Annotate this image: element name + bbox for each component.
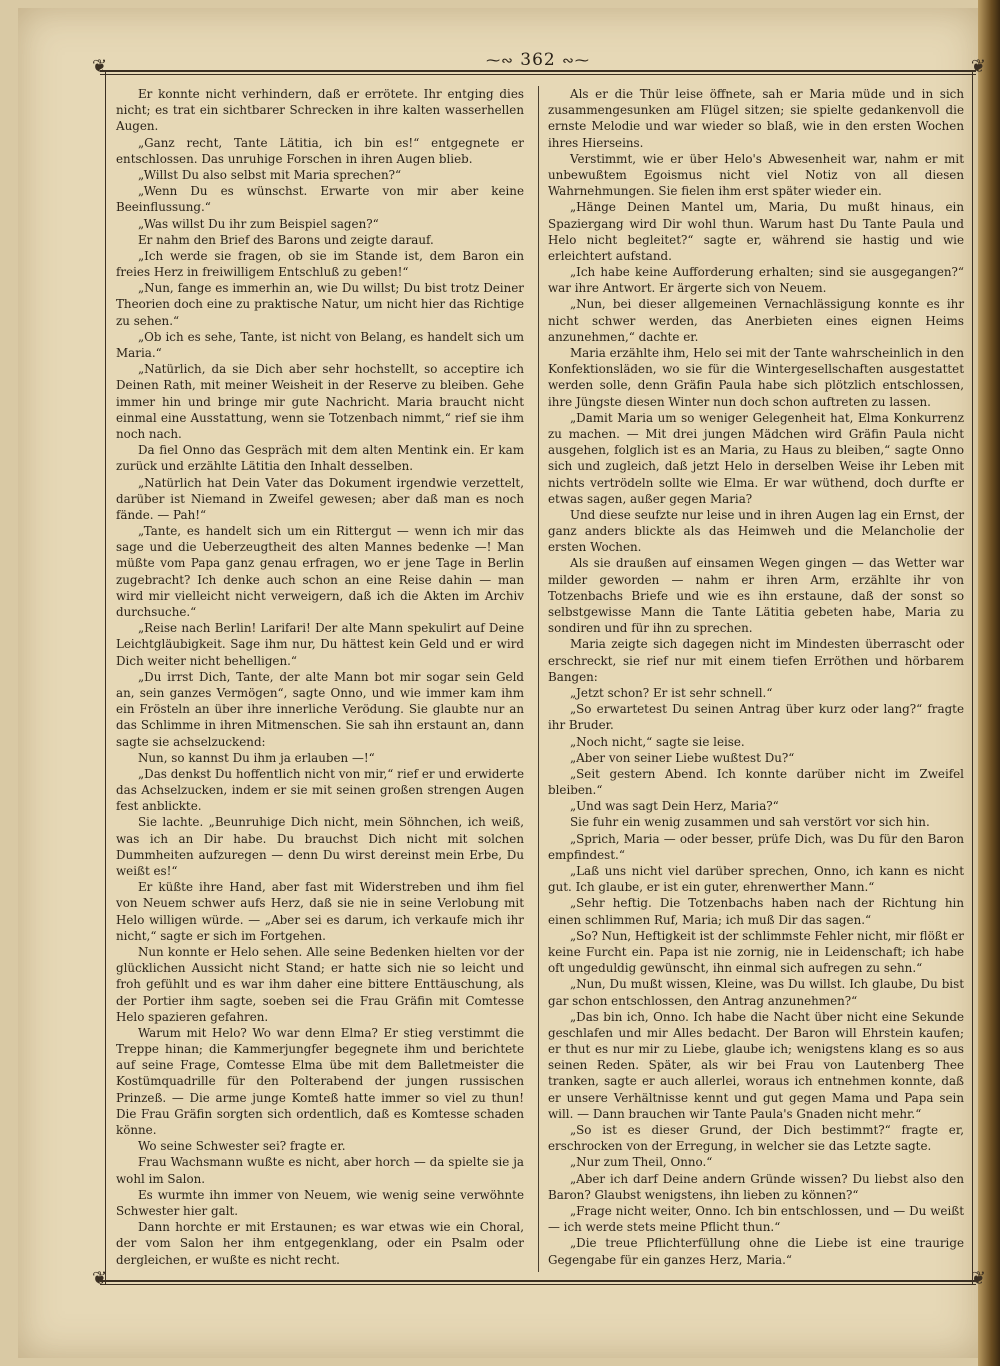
paragraph: „Das denkst Du hoffentlich nicht von mir,“ rief er und erwiderte das Achselzucken, indem er sie mit seinen großen strengen Augen fest anblickte. — [116, 766, 524, 814]
paragraph: „Ich werde sie fragen, ob sie im Stande ist, dem Baron ein freies Herz in freiwilligem Entschluß zu geben!“ — [116, 248, 524, 280]
paragraph: „So ist es dieser Grund, der Dich bestimmt?“ fragte er, erschrocken von der Erregung, in welcher sie das Letzte sagte. — [548, 1123, 964, 1154]
paragraph: Nun, so kannst Du ihm ja erlauben —!“ — [138, 750, 375, 765]
paragraph: „Sprich, Maria — oder besser, prüfe Dich, was Du für den Baron empfindest.“ — [548, 831, 964, 862]
corner-ornament-icon: ❦ — [92, 56, 108, 77]
paragraph: „Ich habe keine Aufforderung erhalten; sind sie ausgegangen?“ war ihre Antwort. Er ärgerte sich von Neuem. — [548, 265, 964, 296]
column-divider — [538, 86, 539, 1272]
paragraph: Und diese seufzte nur leise und in ihren Augen lag ein Ernst, der ganz anders blickte als das Heimweh und die Melancholie der ersten Wochen. — [548, 507, 964, 555]
paragraph: Sie fuhr ein wenig zusammen und sah verstört vor sich hin. — [570, 815, 930, 830]
paragraph: „Und was sagt Dein Herz, Maria?“ — [570, 799, 779, 814]
paragraph: „So? Nun, Heftigkeit ist der schlimmste Fehler nicht, mir flößt er keine Furcht ein. Papa ist nie zornig, nie in Leidenschaft; ich habe oft ungeduldig gewünscht, ihn einmal sich aufregen zu sehn.“ — [548, 928, 964, 976]
paragraph: „Tante, es handelt sich um ein Rittergut — wenn ich mir das sage und die Ueberzeugtheit des alten Mannes bedenke —! Man müßte vom Papa ganz genau erfragen, wo er jene Tage in Berlin zugebracht? Ich denke auch schon an eine Reise dahin — man wird mir vielleicht nicht verweigern, daß ich die Akten im Archiv durchsuche.“ — [116, 524, 524, 619]
left-text-column — [116, 86, 524, 1268]
paragraph: „Natürlich hat Dein Vater das Dokument irgendwie verzettelt, darüber ist Niemand in Zweifel gewesen; aber daß man es noch fände. — Pah!“ — [116, 475, 524, 522]
page-number: 362 — [520, 50, 556, 70]
paragraph: „Frage nicht weiter, Onno. Ich bin entschlossen, und — Du weißt — ich werde stets meine Pflicht thun.“ — [548, 1203, 964, 1235]
paragraph: „Willst Du also selbst mit Maria sprechen?“ — [138, 167, 402, 182]
paragraph: Er küßte ihre Hand, aber fast mit Widerstreben und ihm fiel von Neuem schwer aufs Herz, daß sie nie in seine Verlobung mit Helo willigen würde. — „Aber sei es darum, ich verkaufe mich ihr nicht,“ sagte er sich im Fortgehen. — [116, 880, 524, 943]
paragraph: „Was willst Du ihr zum Beispiel sagen?“ — [138, 216, 379, 231]
paragraph: „Noch nicht,“ sagte sie leise. — [570, 734, 745, 749]
paragraph: „Natürlich, da sie Dich aber sehr hochstellt, so acceptire ich Deinen Rath, mit meiner Weisheit in der Reserve zu bleiben. Gehe immer hin und bringe mir gute Nachricht. Maria braucht nicht einmal eine Ausstattung, wenn sie Totzenbach nimmt,“ rief sie ihm noch nach. — [116, 362, 524, 441]
paragraph: „Nun, bei dieser allgemeinen Vernachlässigung konnte es ihr nicht schwer werden, das Anerbieten eines eignen Heims anzunehmen,“ dachte er. — [548, 297, 964, 344]
corner-ornament-icon: ❦ — [970, 1268, 986, 1289]
corner-ornament-icon: ❦ — [970, 56, 986, 77]
paragraph: „Du irrst Dich, Tante, der alte Mann bot mir sogar sein Geld an, sein ganzes Vermögen“, sagte Onno, und wie immer kam ihm ein Frösteln an über ihre innerliche Verödung. Sie glaubte nur an das Schlimme in ihren Mitmenschen. Sie sah ihn erstaunt an, dann sagte sie achselzuckend: — [116, 669, 524, 749]
paragraph: „Aber von seiner Liebe wußtest Du?“ — [570, 750, 795, 765]
paragraph: „Seit gestern Abend. Ich konnte darüber nicht im Zweifel bleiben.“ — [548, 766, 964, 798]
frame-right-rule — [972, 70, 973, 1284]
paragraph: Sie lachte. „Beunruhige Dich nicht, mein Söhnchen, ich weiß, was ich an Dir habe. Du brauchst Dich nicht mit solchen Dummheiten aufzuregen — denn Du wirst dereinst mein Erbe, Du weißt es!“ — [116, 815, 524, 878]
paragraph: Es wurmte ihn immer von Neuem, wie wenig seine verwöhnte Schwester hier galt. — [116, 1187, 524, 1218]
paragraph: „Nun, Du mußt wissen, Kleine, was Du willst. Ich glaube, Du bist gar schon entschlossen, den Antrag anzunehmen?“ — [548, 977, 964, 1008]
paragraph: „Laß uns nicht viel darüber sprechen, Onno, ich kann es nicht gut. Ich glaube, er ist ein guter, ehrenwerther Mann.“ — [548, 864, 964, 895]
paragraph: Maria erzählte ihm, Helo sei mit der Tante wahrscheinlich in den Konfektionsläden, wo sie für die Wintergesellschaften ausgestattet werden solle, denn Gräfin Paula habe sich plötzlich entschlossen, ihre Jüngste diesen Winter nun doch schon auftreten zu lassen. — [548, 346, 964, 409]
paragraph: Er nahm den Brief des Barons und zeigte darauf. — [138, 232, 434, 247]
paragraph: Da fiel Onno das Gespräch mit dem alten Mentink ein. Er kam zurück und erzählte Lätitia den Inhalt desselben. — [116, 443, 524, 474]
paragraph: „Die treue Pflichterfüllung ohne die Liebe ist eine traurige Gegengabe für ein ganzes Herz, Maria.“ — [548, 1236, 964, 1267]
corner-ornament-icon: ❦ — [92, 1268, 108, 1289]
frame-bottom-rule — [100, 1280, 976, 1282]
paragraph: „Jetzt schon? Er ist sehr schnell.“ — [570, 685, 773, 700]
frame-top-rule-inner — [100, 74, 976, 75]
paragraph: Er konnte nicht verhindern, daß er errötete. Ihr entging dies nicht; es trat ein sichtbarer Schrecken in ihre kalten wasserhellen Augen. — [116, 87, 524, 134]
frame-left-rule — [105, 70, 106, 1284]
paragraph: „So erwartetest Du seinen Antrag über kurz oder lang?“ fragte ihr Bruder. — [548, 702, 964, 733]
paragraph: Frau Wachsmann wußte es nicht, aber horch — da spielte sie ja wohl im Salon. — [116, 1155, 524, 1186]
paragraph: Verstimmt, wie er über Helo's Abwesenheit war, nahm er mit unbewußtem Egoismus nicht viel Notiz von all diesen Wahrnehmungen. Sie fielen ihm erst später wieder ein. — [548, 151, 964, 199]
paragraph: „Nur zum Theil, Onno.“ — [570, 1155, 713, 1170]
frame-bottom-rule-inner — [100, 1284, 976, 1285]
paragraph: „Aber ich darf Deine andern Gründe wissen? Du liebst also den Baron? Glaubst wenigstens, ihn lieben zu können?“ — [548, 1171, 964, 1202]
frame-top-rule — [100, 70, 976, 72]
paragraph: Dann horchte er mit Erstaunen; es war etwas wie ein Choral, der vom Salon her ihm entgegenklang, oder ein Psalm oder dergleichen, er wußte es nicht recht. — [116, 1220, 524, 1267]
paragraph: „Reise nach Berlin! Larifari! Der alte Mann spekulirt auf Deine Leichtgläubigkeit. Sage ihm nur, Du hättest kein Geld und er wird Dich weiter nicht behelligen.“ — [116, 621, 524, 668]
paragraph: Nun konnte er Helo sehen. Alle seine Bedenken hielten vor der glücklichen Aussicht nicht Stand; er hatte sich nie so leicht und froh gefühlt und es war ihm daher eine bittere Enttäuschung, als der Portier ihm sagte, soeben sei die Frau Gräfin mit Comtesse Helo spazieren gefahren. — [116, 944, 524, 1024]
header-flourish-left: ⁓∾ — [486, 53, 514, 69]
paragraph: Wo seine Schwester sei? fragte er. — [138, 1139, 346, 1154]
paragraph: „Ganz recht, Tante Lätitia, ich bin es!“ entgegnete er entschlossen. Das unruhige Forschen in ihren Augen blieb. — [116, 135, 524, 166]
book-spine — [978, 0, 1000, 1366]
paragraph: „Damit Maria um so weniger Gelegenheit hat, Elma Konkurrenz zu machen. — Mit drei jungen Mädchen wird Gräfin Paula nicht ausgehen, folglich ist es an Maria, zu Haus zu bleiben,“ sagte Onno sich und zugleich, daß jetzt Helo in derselben Weise ihr Leben mit nichts vertrödeln sollte wie Elma. Er war wüthend, doch durfte er etwas sagen, außer gegen Maria? — [548, 410, 964, 506]
paragraph: „Wenn Du es wünschst. Erwarte von mir aber keine Beeinflussung.“ — [116, 184, 524, 215]
paragraph: „Nun, fange es immerhin an, wie Du willst; Du bist trotz Deiner Theorien doch eine zu praktische Natur, um nicht hier das Richtige zu sehen.“ — [116, 281, 524, 328]
header-flourish-right: ∾⁓ — [562, 53, 590, 69]
paragraph: Maria zeigte sich dagegen nicht im Mindesten überrascht oder erschreckt, sie rief nur mit einem tiefen Erröthen und hörbarem Bangen: — [548, 637, 964, 684]
paragraph: „Das bin ich, Onno. Ich habe die Nacht über nicht eine Sekunde geschlafen und mir Alles bedacht. Der Baron will Ehrstein kaufen; er thut es nur mir zu Liebe, glaube ich; wenigstens klang es so aus seinen Reden. Später, als wir bei Frau von Lautenberg Thee tranken, sagte er auch allerlei, woraus ich entnehmen konnte, daß er unsere Verhältnisse kennt und gut gegen Mama und Papa sein will. — Dann brauchen wir Tante Paula's Gnaden nicht mehr.“ — [548, 1009, 964, 1121]
paragraph: „Ob ich es sehe, Tante, ist nicht von Belang, es handelt sich um Maria.“ — [116, 329, 524, 360]
paragraph: „Hänge Deinen Mantel um, Maria, Du mußt hinaus, ein Spaziergang wird Dir wohl thun. Warum hast Du Tante Paula und Helo nicht begleitet?“ sagte er, während sie hastig und wie erleichtert aufstand. — [548, 200, 964, 263]
paragraph: Als er die Thür leise öffnete, sah er Maria müde und in sich zusammengesunken am Flügel sitzen; sie spielte gedankenvoll die ernste Melodie und war wieder so blaß, wie in den ersten Wochen ihres Hierseins. — [548, 87, 964, 150]
page-header — [100, 50, 976, 70]
right-text-column — [548, 86, 964, 1268]
paragraph: Warum mit Helo? Wo war denn Elma? Er stieg verstimmt die Treppe hinan; die Kammerjungfer begegnete ihm und berichtete auf seine Frage, Comtesse Elma übe mit dem Balletmeister die Kostümquadrille für den Polterabend der jungen russischen Prinzeß. — Die arme junge Komteß hatte immer so viel zu thun! Die Frau Gräfin sorgten sich ordentlich, daß es Komtesse schaden könne. — [116, 1025, 524, 1137]
paragraph: Als sie draußen auf einsamen Wegen gingen — das Wetter war milder geworden — nahm er ihren Arm, erzählte ihr von Totzenbachs Briefe und wie es ihn erstaune, daß der sonst so selbstgewisse Mann die Tante Lätitia gebeten habe, Maria zu sondiren und für ihn zu sprechen. — [548, 556, 964, 636]
paragraph: „Sehr heftig. Die Totzenbachs haben nach der Richtung hin einen schlimmen Ruf, Maria; ich muß Dir das sagen.“ — [548, 896, 964, 927]
